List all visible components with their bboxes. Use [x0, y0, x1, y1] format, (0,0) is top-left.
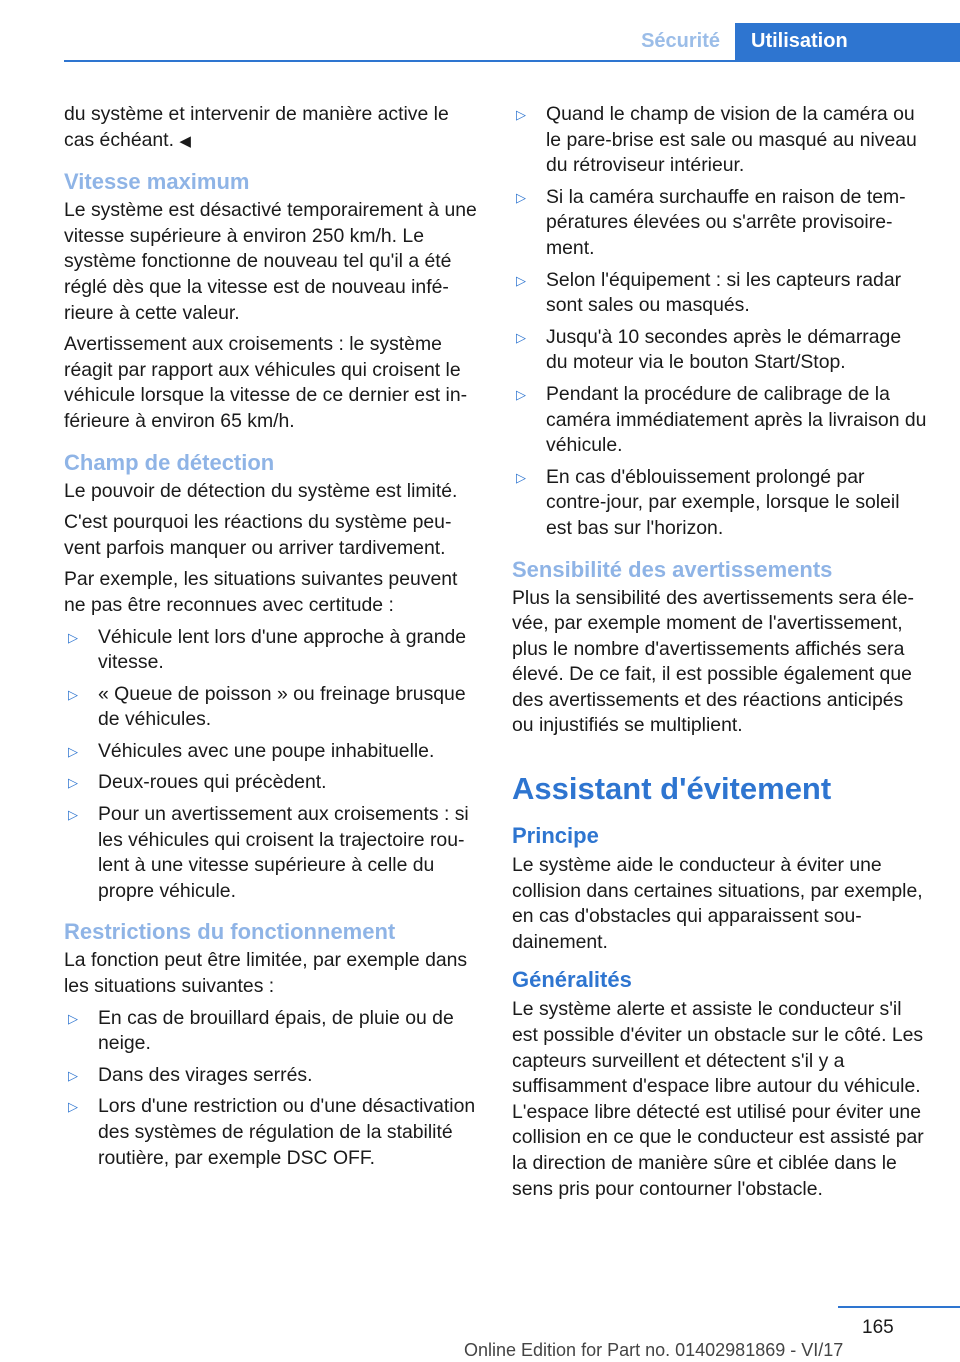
bullet-triangle-icon: ▷ — [68, 1010, 78, 1026]
champ-heading: Champ de détection — [64, 449, 275, 475]
bullet-triangle-icon: ▷ — [68, 807, 78, 823]
restrictions-heading: Restrictions du fonctionnement — [64, 919, 396, 945]
list-item: ▷ Selon l'équipement : si les capteurs radar sont sales ou masqués. — [516, 268, 902, 317]
list-item: ▷ Pour un avertissement aux croisements : si les véhicules qui croisent la trajectoire roulent à une vitesse supérieure à celle du propre véhicule. — [68, 803, 469, 902]
footer-divider — [838, 1306, 960, 1308]
generalites-heading: Généralités — [512, 967, 632, 993]
bullet-triangle-icon: ▷ — [516, 386, 526, 402]
list-item: ▷ Véhicule lent lors d'une approche à grande vitesse. — [68, 625, 467, 674]
end-mark-icon: ◀ — [179, 132, 191, 150]
vitesse-paragraph-1: Le système est désactivé temporairement à une vitesse supérieure à environ 250 km/h. Le système fonctionne de nouveau tel qu'il a été réglé dès que la vitesse est de nouveau inférieure à cette valeur. — [64, 199, 477, 324]
vitesse-heading: Vitesse maximum — [64, 169, 250, 195]
bullet-triangle-icon: ▷ — [516, 107, 526, 122]
list-item: ▷ Si la caméra surchauffe en raison de températures élevées ou s'arrête provisoirement. — [516, 185, 906, 259]
list-item: ▷ Pendant la procédure de calibrage de la caméra immédiatement après la livraison du véhicule. — [516, 382, 927, 457]
list-item: ▷ Jusqu'à 10 secondes après le démarrage du moteur via le bouton Start/Stop. — [516, 325, 902, 374]
sensibilite-paragraph: Plus la sensibilité des avertissements sera élevée, par exemple moment de l'avertissement, plus le nombre d'avertissements affichés sera élevé. De ce fait, il est possible également que des avertissements et des réactions anticipés ou injustifiés se multiplient. — [512, 586, 915, 737]
bullet-triangle-icon: ▷ — [516, 272, 526, 288]
edition-footer: Online Edition for Part no. 01402981869 - VI/17 — [464, 1340, 844, 1360]
list-item: ▷ Lors d'une restriction ou d'une désactivation des systèmes de régulation de la stabilité routière, par exemple DSC OFF. — [68, 1095, 476, 1169]
principe-paragraph: Le système aide le conducteur à éviter une collision dans certaines situations, par exemple, en cas d'obstacles qui apparaissent soudainement. — [512, 854, 923, 953]
generalites-paragraph: Le système alerte et assiste le conducteur s'il est possible d'éviter un obstacle sur le côté. Les capteurs surveillent et détectent s'il y a suffisamment d'espace libre autour du véhicule. L'espace libre détecté est utilisé pour éviter une collision en ce que le conducteur est assisté par la direction de manière sûre et ciblée dans le sens pris pour contourner l'obstacle. — [512, 998, 924, 1200]
bullet-triangle-icon: ▷ — [68, 775, 78, 791]
header-divider — [64, 60, 960, 62]
bullet-triangle-icon: ▷ — [68, 629, 78, 645]
list-item: ▷ « Queue de poisson » ou freinage brusque de véhicules. — [68, 682, 466, 731]
bullet-triangle-icon: ▷ — [516, 189, 526, 205]
page-header — [64, 0, 960, 62]
right-column — [512, 102, 928, 1208]
list-item: ▷ En cas de brouillard épais, de pluie ou de neige. — [68, 1006, 454, 1055]
intro-paragraph: du système et intervenir de manière active le cas échéant. ◀ — [64, 103, 449, 151]
tab-securite[interactable]: Sécurité — [641, 30, 720, 52]
page-number: 165 — [862, 1317, 894, 1338]
bullet-triangle-icon: ▷ — [68, 1099, 78, 1115]
restrictions-paragraph: La fonction peut être limitée, par exemple dans les situations suivantes : — [64, 949, 468, 998]
champ-paragraph-3: Par exemple, les situations suivantes peuvent ne pas être reconnues avec certitude : — [64, 568, 458, 616]
champ-paragraph-1: Le pouvoir de détection du système est limité. — [64, 479, 458, 502]
principe-heading: Principe — [512, 823, 599, 849]
bullet-triangle-icon: ▷ — [68, 743, 78, 759]
vitesse-paragraph-2: Avertissement aux croisements : le système réagit par rapport aux véhicules qui croisent le véhicule lorsque la vitesse de ce dernier est inférieure à environ 65 km/h. — [64, 333, 468, 432]
list-item: ▷ Véhicules avec une poupe inhabituelle. — [64, 739, 480, 765]
tab-utilisation[interactable]: Utilisation — [735, 23, 960, 60]
left-column — [64, 102, 480, 1177]
bullet-triangle-icon: ▷ — [68, 686, 78, 702]
bullet-triangle-icon: ▷ — [516, 329, 526, 345]
situations-list — [512, 102, 928, 542]
list-item: ▷ Deux-roues qui précèdent. — [64, 770, 480, 796]
assistant-heading: Assistant d'évitement — [512, 771, 832, 807]
champ-paragraph-2: C'est pourquoi les réactions du système peuvent parfois manquer ou arriver tardivement. — [64, 511, 452, 559]
champ-list — [64, 625, 480, 905]
list-item: ▷ En cas d'éblouissement prolongé par contre-jour, par exemple, lorsque le soleil est bas sur l'horizon. — [516, 465, 900, 539]
sensibilite-heading: Sensibilité des avertissements — [512, 556, 833, 582]
list-item: ▷ Dans des virages serrés. — [64, 1063, 480, 1089]
restrictions-list — [64, 1006, 480, 1172]
bullet-triangle-icon: ▷ — [516, 469, 526, 485]
bullet-triangle-icon: ▷ — [68, 1067, 78, 1083]
list-item: ▷ Quand le champ de vision de la caméra ou le pare-brise est sale ou masqué au niveau du rétroviseur intérieur. — [516, 103, 917, 177]
